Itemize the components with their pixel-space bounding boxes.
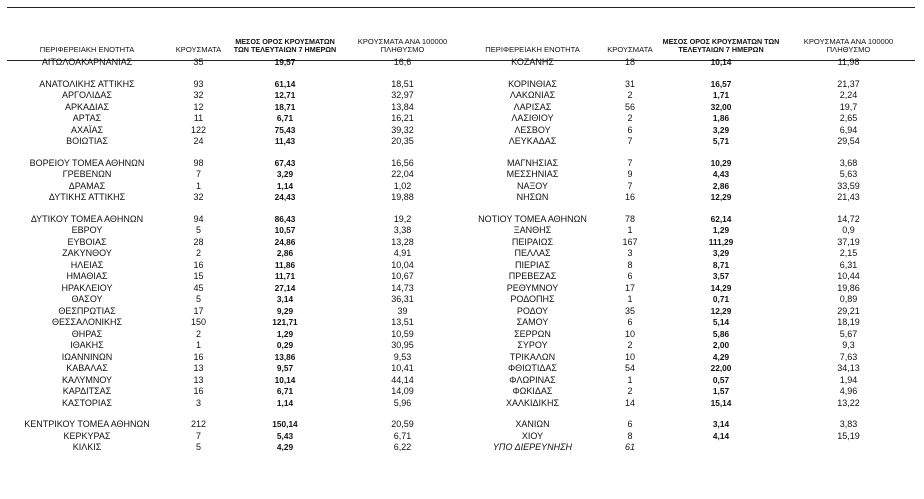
- left-cases-cell: 24: [193, 136, 204, 146]
- right-cases-cell: 2: [627, 386, 633, 396]
- right-avg-cell: 3,29: [712, 248, 730, 258]
- left-avg-cell: 13,86: [274, 351, 296, 362]
- left-per100k-cell: 1,02: [393, 180, 412, 191]
- table-row: [7, 317, 915, 329]
- left-region-cell: ΔΡΑΜΑΣ: [68, 180, 106, 191]
- left-avg-cell: 2,86: [276, 248, 294, 258]
- right-cases-cell: 1: [627, 294, 633, 304]
- left-per100k-cell: 22,04: [391, 169, 414, 179]
- left-region-cell: ΚΑΣΤΟΡΙΑΣ: [62, 397, 112, 408]
- left-cases-cell: 13: [193, 374, 204, 385]
- right-region-cell: ΧΑΛΚΙΔΙΚΗΣ: [505, 397, 560, 408]
- left-cases-cell: 2: [195, 248, 201, 258]
- table-row: [7, 306, 915, 318]
- right-region-cell: ΡΕΘΥΜΝΟΥ: [506, 282, 559, 293]
- left-cases-cell: 3: [195, 397, 201, 408]
- right-avg-cell: 32,00: [710, 101, 732, 112]
- left-cases-cell: 7: [195, 169, 201, 179]
- left-region-cell: ΑΡΤΑΣ: [72, 113, 102, 123]
- left-region-cell: ΔΥΤΙΚΗΣ ΑΤΤΙΚΗΣ: [48, 192, 126, 202]
- table-row: [7, 398, 915, 410]
- left-region-cell: ΚΙΛΚΙΣ: [72, 442, 102, 452]
- right-region-cell: ΝΑΞΟΥ: [516, 180, 549, 191]
- right-region-cell: ΣΕΡΡΩΝ: [514, 328, 551, 339]
- left-region-cell: ΕΥΒΟΙΑΣ: [67, 236, 107, 247]
- left-region-cell: ΑΝΑΤΟΛΙΚΗΣ ΑΤΤΙΚΗΣ: [39, 78, 135, 89]
- header-avg-left: ΜΕΣΟΣ ΟΡΟΣ ΚΡΟΥΣΜΑΤΩΝ ΤΩΝ ΤΕΛΕΥΤΑΙΩΝ 7 ΗΜΕΡΩΝ: [233, 36, 337, 55]
- right-per100k-cell: 0,9: [842, 225, 855, 235]
- left-region-cell: ΚΑΛΥΜΝΟΥ: [61, 374, 113, 385]
- left-avg-cell: 75,43: [274, 124, 296, 135]
- right-region-cell: ΞΑΝΘΗΣ: [513, 225, 552, 235]
- right-region-cell: ΦΛΩΡΙΝΑΣ: [509, 374, 556, 385]
- left-region-cell: ΑΡΓΟΛΙΔΑΣ: [62, 90, 112, 100]
- left-region-cell: ΘΕΣΠΡΩΤΙΑΣ: [58, 305, 116, 316]
- left-region-cell: ΑΙΤΩΛΟΑΚΑΡΝΑΝΙΑΣ: [41, 57, 133, 67]
- left-cases-cell: 35: [193, 57, 204, 67]
- table-row: [7, 340, 915, 352]
- right-cases-cell: 6: [627, 271, 633, 281]
- table-row: [7, 225, 915, 237]
- table-row: [7, 102, 915, 114]
- right-per100k-cell: 18,19: [837, 317, 860, 327]
- left-per100k-cell: 32,97: [391, 90, 414, 100]
- right-avg-cell: 10,29: [710, 157, 732, 168]
- right-per100k-cell: 11,98: [837, 57, 860, 67]
- left-per100k-cell: 10,59: [391, 328, 414, 339]
- table-row: [7, 192, 915, 204]
- table-row: [7, 237, 915, 249]
- left-per100k-cell: 16,6: [393, 57, 412, 67]
- left-per100k-cell: 44,14: [391, 374, 414, 385]
- header-avg-right: ΜΕΣΟΣ ΟΡΟΣ ΚΡΟΥΣΜΑΤΩΝ ΤΩΝ ΤΕΛΕΥΤΑΙΩΝ 7 ΗΜΕΡΩΝ: [662, 36, 780, 55]
- left-per100k-cell: 10,04: [391, 259, 414, 270]
- right-avg-cell: 2,86: [712, 180, 730, 191]
- table-row: [7, 90, 915, 102]
- left-avg-cell: 24,43: [274, 192, 296, 202]
- right-per100k-cell: 2,15: [839, 248, 858, 258]
- table-row: [7, 442, 915, 454]
- right-region-cell: ΠΡΕΒΕΖΑΣ: [508, 271, 557, 281]
- left-per100k-cell: 39: [397, 305, 408, 316]
- right-region-cell: ΥΠΟ ΔΙΕΡΕΥΝΗΣΗ: [492, 442, 573, 452]
- left-region-cell: ΚΑΒΑΛΑΣ: [66, 363, 108, 373]
- right-region-cell: ΛΕΣΒΟΥ: [514, 124, 551, 135]
- header-cases-right: ΚΡΟΥΣΜΑΤΑ: [607, 45, 653, 55]
- right-cases-cell: 2: [627, 90, 633, 100]
- left-cases-cell: 1: [195, 180, 201, 191]
- left-cases-cell: 2: [195, 328, 201, 339]
- table-row: [7, 169, 915, 181]
- left-region-cell: ΘΕΣΣΑΛΟΝΙΚΗΣ: [51, 317, 123, 327]
- right-per100k-cell: 4,96: [839, 386, 858, 396]
- right-per100k-cell: 34,13: [837, 363, 860, 373]
- table-row: [7, 386, 915, 398]
- left-per100k-cell: 16,56: [391, 157, 414, 168]
- right-region-cell: ΜΕΣΣΗΝΙΑΣ: [506, 169, 559, 179]
- right-cases-cell: 1: [627, 374, 633, 385]
- right-region-cell: ΧΙΟΥ: [521, 430, 544, 441]
- right-cases-cell: 56: [624, 101, 635, 112]
- header-cases-left: ΚΡΟΥΣΜΑΤΑ: [175, 45, 222, 55]
- right-region-cell: ΦΩΚΙΔΑΣ: [512, 386, 553, 396]
- right-cases-cell: 8: [627, 259, 633, 270]
- right-avg-cell: 1,29: [712, 225, 730, 235]
- right-avg-cell: 1,86: [712, 113, 730, 123]
- left-avg-cell: 6,71: [276, 113, 294, 123]
- right-avg-cell: 111,29: [708, 236, 734, 247]
- left-region-cell: ΗΡΑΚΛΕΙΟΥ: [61, 282, 113, 293]
- left-cases-cell: 16: [193, 386, 204, 396]
- left-cases-cell: 5: [195, 294, 201, 304]
- right-region-cell: ΛΕΥΚΑΔΑΣ: [508, 136, 557, 146]
- left-avg-cell: 0,29: [276, 340, 294, 350]
- right-avg-cell: 12,29: [710, 192, 732, 202]
- right-avg-cell: 15,14: [710, 397, 732, 408]
- right-region-cell: ΡΟΔΟΠΗΣ: [510, 294, 555, 304]
- table-row: [7, 79, 915, 91]
- right-avg-cell: 4,14: [712, 430, 730, 441]
- right-region-cell: ΣΑΜΟΥ: [516, 317, 549, 327]
- header-region-left: ΠΕΡΙΦΕΡΕΙΑΚΗ ΕΝΟΤΗΤΑ: [39, 45, 135, 55]
- right-avg-cell: 8,71: [712, 259, 730, 270]
- header-row: [7, 16, 915, 57]
- table-row: [7, 57, 915, 69]
- left-avg-cell: 11,43: [274, 136, 296, 146]
- right-cases-cell: 17: [624, 282, 635, 293]
- left-per100k-cell: 14,73: [391, 282, 414, 293]
- top-spacer-row: [7, 0, 915, 16]
- right-avg-cell: 10,14: [710, 57, 732, 67]
- right-avg-cell: 5,71: [712, 136, 730, 146]
- left-per100k-cell: 20,35: [391, 136, 414, 146]
- right-per100k-cell: 21,43: [837, 192, 860, 202]
- right-region-cell: ΛΑΣΙΘΙΟΥ: [511, 113, 554, 123]
- right-cases-cell: 7: [627, 180, 633, 191]
- right-cases-cell: 10: [624, 351, 635, 362]
- right-avg-cell: 62,14: [710, 213, 732, 224]
- right-per100k-cell: 5,67: [839, 328, 858, 339]
- right-per100k-cell: 2,24: [839, 90, 858, 100]
- table-row: [7, 431, 915, 443]
- right-cases-cell: 14: [624, 397, 635, 408]
- right-avg-cell: [660, 442, 782, 454]
- left-per100k-cell: 3,38: [393, 225, 412, 235]
- right-cases-cell: 1: [627, 225, 633, 235]
- right-cases-cell: 61: [624, 442, 635, 452]
- right-per100k-cell: 3,68: [839, 157, 858, 168]
- left-region-cell: ΒΟΡΕΙΟΥ ΤΟΜΕΑ ΑΘΗΝΩΝ: [29, 157, 145, 168]
- left-cases-cell: 93: [193, 78, 204, 89]
- left-avg-cell: 11,86: [274, 259, 296, 270]
- left-avg-cell: 1,14: [276, 180, 294, 191]
- header-per100k-right: ΚΡΟΥΣΜΑΤΑ ΑΝΑ 100000 ΠΛΗΘΥΣΜΟ: [803, 36, 894, 55]
- right-avg-cell: 14,29: [710, 282, 732, 293]
- left-cases-cell: 32: [193, 90, 204, 100]
- left-per100k-cell: 14,09: [391, 386, 414, 396]
- right-per100k-cell: 29,21: [837, 305, 860, 316]
- left-per100k-cell: 6,22: [393, 442, 412, 452]
- left-region-cell: ΒΟΙΩΤΙΑΣ: [66, 136, 108, 146]
- left-region-cell: ΑΡΚΑΔΙΑΣ: [64, 101, 110, 112]
- left-region-cell: ΘΑΣΟΥ: [71, 294, 103, 304]
- left-avg-cell: 121,71: [272, 317, 298, 327]
- right-per100k-cell: 3,83: [839, 419, 858, 429]
- left-cases-cell: 5: [195, 225, 201, 235]
- spacer-row: [7, 409, 915, 419]
- right-cases-cell: 167: [622, 236, 638, 247]
- right-cases-cell: 7: [627, 157, 633, 168]
- right-region-cell: ΝΟΤΙΟΥ ΤΟΜΕΑ ΑΘΗΝΩΝ: [478, 213, 587, 224]
- right-region-cell: ΡΟΔΟΥ: [516, 305, 549, 316]
- table-row: [7, 181, 915, 193]
- right-cases-cell: 54: [624, 363, 635, 373]
- left-region-cell: ΕΒΡΟΥ: [71, 225, 103, 235]
- left-avg-cell: 4,29: [276, 442, 294, 452]
- left-region-cell: ΘΗΡΑΣ: [71, 328, 103, 339]
- left-avg-cell: 3,14: [276, 294, 294, 304]
- left-region-cell: ΑΧΑΪΑΣ: [70, 124, 104, 135]
- table-row: [7, 214, 915, 226]
- left-per100k-cell: 30,95: [391, 340, 414, 350]
- right-per100k-cell: 19,86: [837, 282, 860, 293]
- left-cases-cell: 5: [195, 442, 201, 452]
- right-avg-cell: 12,29: [710, 305, 732, 316]
- left-avg-cell: 1,14: [276, 397, 294, 408]
- left-cases-cell: 212: [190, 419, 207, 429]
- left-per100k-cell: 6,71: [393, 430, 412, 441]
- left-avg-cell: 10,57: [274, 225, 296, 235]
- left-per100k-cell: 13,51: [391, 317, 414, 327]
- left-per100k-cell: 16,21: [391, 113, 414, 123]
- table-row: [7, 352, 915, 364]
- right-per100k-cell: 6,94: [839, 124, 858, 135]
- right-region-cell: ΠΙΕΡΙΑΣ: [514, 259, 551, 270]
- right-cases-cell: 6: [627, 124, 633, 135]
- right-avg-cell: 4,29: [712, 351, 730, 362]
- left-avg-cell: 11,71: [274, 271, 296, 281]
- spacer-row: [7, 204, 915, 214]
- right-per100k-cell: 13,22: [837, 397, 860, 408]
- right-avg-cell: 0,57: [712, 374, 730, 385]
- left-cases-cell: 122: [190, 124, 207, 135]
- right-per100k-cell: 0,89: [839, 294, 858, 304]
- table-row: [7, 294, 915, 306]
- right-avg-cell: 0,71: [712, 294, 730, 304]
- table-row: [7, 248, 915, 260]
- right-cases-cell: 6: [627, 317, 633, 327]
- table-row: [7, 363, 915, 375]
- right-per100k-cell: 33,59: [837, 180, 860, 191]
- left-per100k-cell: 20,59: [391, 419, 414, 429]
- left-cases-cell: 45: [193, 282, 204, 293]
- left-region-cell: ΗΜΑΘΙΑΣ: [66, 271, 108, 281]
- left-avg-cell: 18,71: [274, 101, 296, 112]
- right-avg-cell: 16,57: [710, 78, 732, 89]
- right-region-cell: ΜΑΓΝΗΣΙΑΣ: [506, 157, 559, 168]
- left-cases-cell: 13: [193, 363, 204, 373]
- left-cases-cell: 32: [193, 192, 204, 202]
- left-avg-cell: 1,29: [276, 328, 294, 339]
- left-per100k-cell: 36,31: [391, 294, 414, 304]
- right-cases-cell: 7: [627, 136, 633, 146]
- table-row: [7, 125, 915, 137]
- right-cases-cell: 18: [624, 57, 635, 67]
- right-cases-cell: 2: [627, 113, 633, 123]
- left-cases-cell: 11: [193, 113, 204, 123]
- right-avg-cell: 3,29: [712, 124, 730, 135]
- left-per100k-cell: 5,96: [393, 397, 412, 408]
- right-per100k-cell: 2,65: [839, 113, 858, 123]
- left-region-cell: ΚΕΡΚΥΡΑΣ: [63, 430, 111, 441]
- right-region-cell: ΛΑΡΙΣΑΣ: [513, 101, 552, 112]
- table-row: [7, 113, 915, 125]
- right-per100k-cell: 10,44: [837, 271, 860, 281]
- left-avg-cell: 61,14: [274, 78, 296, 89]
- left-cases-cell: 1: [195, 340, 201, 350]
- cases-table: [7, 0, 915, 454]
- right-per100k-cell: 7,63: [839, 351, 858, 362]
- left-per100k-cell: 19,2: [393, 213, 412, 224]
- left-per100k-cell: 10,67: [391, 271, 414, 281]
- table-row: [7, 271, 915, 283]
- left-cases-cell: 12: [193, 101, 204, 112]
- left-per100k-cell: 13,28: [391, 236, 414, 247]
- right-region-cell: ΤΡΙΚΑΛΩΝ: [509, 351, 556, 362]
- right-avg-cell: 5,14: [712, 317, 730, 327]
- left-cases-cell: 150: [190, 317, 207, 327]
- left-avg-cell: 24,86: [274, 236, 296, 247]
- left-avg-cell: 9,57: [276, 363, 294, 373]
- spacer-row: [7, 69, 915, 79]
- left-avg-cell: 12,71: [274, 90, 296, 100]
- right-cases-cell: 2: [627, 340, 633, 350]
- left-cases-cell: 28: [193, 236, 204, 247]
- header-region-right: ΠΕΡΙΦΕΡΕΙΑΚΗ ΕΝΟΤΗΤΑ: [485, 45, 580, 55]
- right-avg-cell: 3,57: [712, 271, 730, 281]
- left-cases-cell: 16: [193, 259, 204, 270]
- right-avg-cell: 22,00: [710, 363, 732, 373]
- table-row: [7, 136, 915, 148]
- left-cases-cell: 7: [195, 430, 201, 441]
- right-cases-cell: 8: [627, 430, 633, 441]
- right-cases-cell: 16: [624, 192, 635, 202]
- left-cases-cell: 16: [193, 351, 204, 362]
- right-cases-cell: 78: [624, 213, 635, 224]
- left-avg-cell: 27,14: [274, 282, 296, 293]
- left-avg-cell: 3,29: [276, 169, 294, 179]
- spacer-row: [7, 148, 915, 158]
- right-avg-cell: 3,14: [712, 419, 730, 429]
- table-row: [7, 329, 915, 341]
- right-cases-cell: 6: [627, 419, 633, 429]
- right-per100k-cell: 15,19: [837, 430, 860, 441]
- right-cases-cell: 3: [627, 248, 633, 258]
- right-region-cell: ΦΘΙΩΤΙΔΑΣ: [508, 363, 557, 373]
- right-region-cell: ΚΟΖΑΝΗΣ: [511, 57, 554, 67]
- left-avg-cell: 5,43: [276, 430, 294, 441]
- left-avg-cell: 86,43: [274, 213, 296, 224]
- left-region-cell: ΖΑΚΥΝΘΟΥ: [62, 248, 112, 258]
- right-cases-cell: 31: [624, 78, 635, 89]
- left-avg-cell: 6,71: [276, 386, 294, 396]
- left-per100k-cell: 4,91: [393, 248, 412, 258]
- right-per100k-cell: 29,54: [837, 136, 860, 146]
- right-region-cell: ΝΗΣΩΝ: [516, 192, 549, 202]
- right-avg-cell: 1,71: [712, 90, 730, 100]
- left-cases-cell: 94: [193, 213, 204, 224]
- right-avg-cell: 2,00: [712, 340, 730, 350]
- right-region-cell: ΛΑΚΩΝΙΑΣ: [509, 90, 556, 100]
- right-per100k-cell: [782, 442, 915, 454]
- left-region-cell: ΗΛΕΙΑΣ: [70, 259, 104, 270]
- right-cases-cell: 10: [624, 328, 635, 339]
- right-cases-cell: 9: [627, 169, 633, 179]
- left-region-cell: ΙΩΑΝΝΙΝΩΝ: [61, 351, 113, 362]
- left-cases-cell: 98: [193, 157, 204, 168]
- right-avg-cell: 1,57: [712, 386, 730, 396]
- left-per100k-cell: 9,53: [393, 351, 412, 362]
- left-region-cell: ΙΘΑΚΗΣ: [70, 340, 104, 350]
- left-per100k-cell: 10,41: [391, 363, 414, 373]
- table-row: [7, 375, 915, 387]
- left-avg-cell: 9,29: [276, 305, 294, 316]
- right-region-cell: ΣΥΡΟΥ: [517, 340, 548, 350]
- right-per100k-cell: 9,3: [842, 340, 855, 350]
- right-per100k-cell: 19,7: [839, 101, 858, 112]
- left-avg-cell: 150,14: [272, 419, 298, 429]
- left-region-cell: ΚΕΝΤΡΙΚΟΥ ΤΟΜΕΑ ΑΘΗΝΩΝ: [24, 419, 150, 429]
- left-cases-cell: 17: [193, 305, 204, 316]
- table-row: [7, 158, 915, 170]
- left-avg-cell: 10,14: [274, 374, 296, 385]
- right-region-cell: ΠΕΛΛΑΣ: [514, 248, 551, 258]
- left-avg-cell: 67,43: [274, 157, 296, 168]
- left-region-cell: ΚΑΡΔΙΤΣΑΣ: [62, 386, 112, 396]
- table-row: [7, 260, 915, 272]
- right-per100k-cell: 1,94: [839, 374, 858, 385]
- right-per100k-cell: 6,31: [839, 259, 858, 270]
- right-region-cell: ΧΑΝΙΩΝ: [515, 419, 550, 429]
- right-per100k-cell: 37,19: [837, 236, 860, 247]
- right-per100k-cell: 5,63: [839, 169, 858, 179]
- right-avg-cell: 4,43: [712, 169, 730, 179]
- header-per100k-left: ΚΡΟΥΣΜΑΤΑ ΑΝΑ 100000 ΠΛΗΘΥΣΜΟ: [357, 36, 448, 55]
- left-per100k-cell: 18,51: [391, 78, 414, 89]
- left-per100k-cell: 19,88: [391, 192, 414, 202]
- right-region-cell: ΠΕΙΡΑΙΩΣ: [511, 236, 554, 247]
- left-per100k-cell: 13,84: [391, 101, 414, 112]
- left-avg-cell: 19,57: [274, 57, 296, 67]
- table-row: [7, 283, 915, 295]
- right-per100k-cell: 21,37: [837, 78, 860, 89]
- left-region-cell: ΔΥΤΙΚΟΥ ΤΟΜΕΑ ΑΘΗΝΩΝ: [30, 213, 144, 224]
- table-row: [7, 419, 915, 431]
- right-avg-cell: 5,86: [712, 328, 730, 339]
- right-region-cell: ΚΟΡΙΝΘΙΑΣ: [508, 78, 557, 89]
- right-cases-cell: 35: [624, 305, 635, 316]
- cases-sheet: [7, 0, 915, 499]
- left-region-cell: ΓΡΕΒΕΝΩΝ: [62, 169, 112, 179]
- left-per100k-cell: 39,32: [391, 124, 414, 135]
- left-cases-cell: 15: [193, 271, 204, 281]
- right-per100k-cell: 14,72: [837, 213, 860, 224]
